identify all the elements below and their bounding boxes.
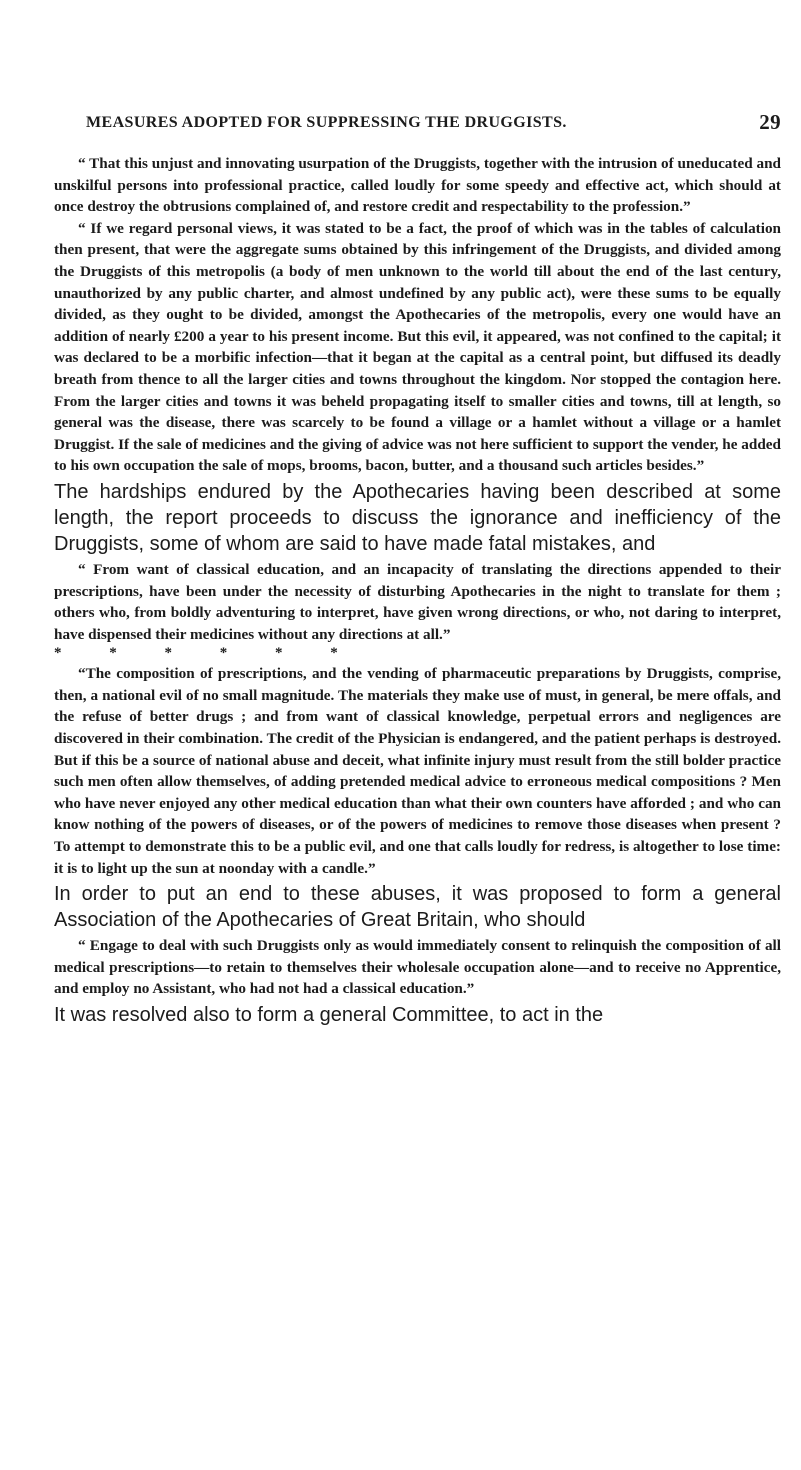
star-mark: *	[164, 645, 172, 662]
quote-paragraph-1: “ That this unjust and innovating usurpation of the Druggists, together with the intrusion of uneducated and unskilful persons into professional practice, called loudly for some speedy and effective act, which should at once destroy the obtrusions complained of, and restore credit and respectability to the profession.”	[54, 155, 781, 216]
narrative-paragraph-3: It was resolved also to form a general Committee, to act in the	[54, 1004, 604, 1026]
quote-paragraph-2: “ If we regard personal views, it was stated to be a fact, the proof of which was in the tables of calculation then present, that were the aggregate sums obtained by this infringement of the Druggists, and divided among the Druggists of this metropolis (a body of men unknown to the world till about the end of the last century, unauthorized by any public charter, and almost undefined by any public act), were these sums to be equally divided, as they ought to be divided, amongst the Apothecaries of the metropolis, every one would have an addition of nearly £200 a year to his present income. But this evil, it appeared, was not confined to the capital; it was declared to be a morbific infection—that it began at the capital as a central point, but diffused its deadly breath from thence to all the larger cities and towns throughout the kingdom. Nor stopped the contagion here. From the larger cities and towns it was beheld propagating itself to smaller cities and towns, till at length, so general was the disease, there was scarcely to be found a village or a hamlet without a village or a hamlet Druggist. If the sale of medicines and the giving of advice was not here sufficient to support the vender, he added to his own occupation the sale of mops, brooms, bacon, butter, and a thousand such articles besides.”	[54, 219, 781, 475]
narrative-paragraph-1: The hardships endured by the Apothecaries having been described at some length, the report proceeds to discuss the ignorance and inefficiency of the Druggists, some of whom are said to have made fatal mistakes, and	[54, 480, 781, 555]
quote-paragraph-3: “ From want of classical education, and an incapacity of translating the directions appended to their prescriptions, have been under the necessity of disturbing Apothecaries in the night to translate for them ; others who, from boldly adventuring to interpret, have given wrong directions, or who, not daring to interpret, have dispensed their medicines without any directions at all.”	[54, 560, 781, 643]
star-mark: *	[109, 645, 117, 662]
narrative-paragraph-2: In order to put an end to these abuses, it was proposed to form a general Association of the Apothecaries of Great Britain, who should	[54, 883, 781, 932]
ellipsis-stars	[54, 645, 781, 661]
quote-paragraph-4: “The composition of prescriptions, and the vending of pharmaceutic preparations by Druggists, comprise, then, a national evil of no small magnitude. The materials they make use of must, in general, be mere offals, and the refuse of better drugs ; and from want of classical knowledge, perpetual errors and negligences are discovered in their combination. The credit of the Physician is endangered, and the patient perhaps is destroyed. But if this be a source of national abuse and deceit, what infinite injury must result from the still bolder practice such men often allow themselves, of adding pretended medical advice to erroneous medical compositions ? Men who have never enjoyed any other medical education than what their own counters have afforded ; and who can know nothing of the powers of diseases, or of the powers of medicines to remove those diseases when present ? To attempt to demonstrate this to be a public evil, and one that calls loudly for redress, is altogether to lose time: it is to light up the sun at noonday with a candle.”	[54, 665, 781, 877]
star-mark: *	[219, 645, 228, 662]
quote-paragraph-5: “ Engage to deal with such Druggists only as would immediately consent to relinquish the composition of all medical prescriptions—to retain to themselves their wholesale occupation alone—and to receive no Apprentice, and employ no Assistant, who had not had a classical education.”	[54, 937, 781, 998]
running-title: MEASURES ADOPTED FOR SUPPRESSING THE DRUGGISTS.	[86, 114, 567, 131]
body-text	[54, 153, 781, 1030]
star-mark: *	[275, 645, 283, 662]
star-mark: *	[54, 645, 62, 662]
star-mark: *	[330, 645, 338, 662]
page-number: 29	[759, 110, 781, 134]
